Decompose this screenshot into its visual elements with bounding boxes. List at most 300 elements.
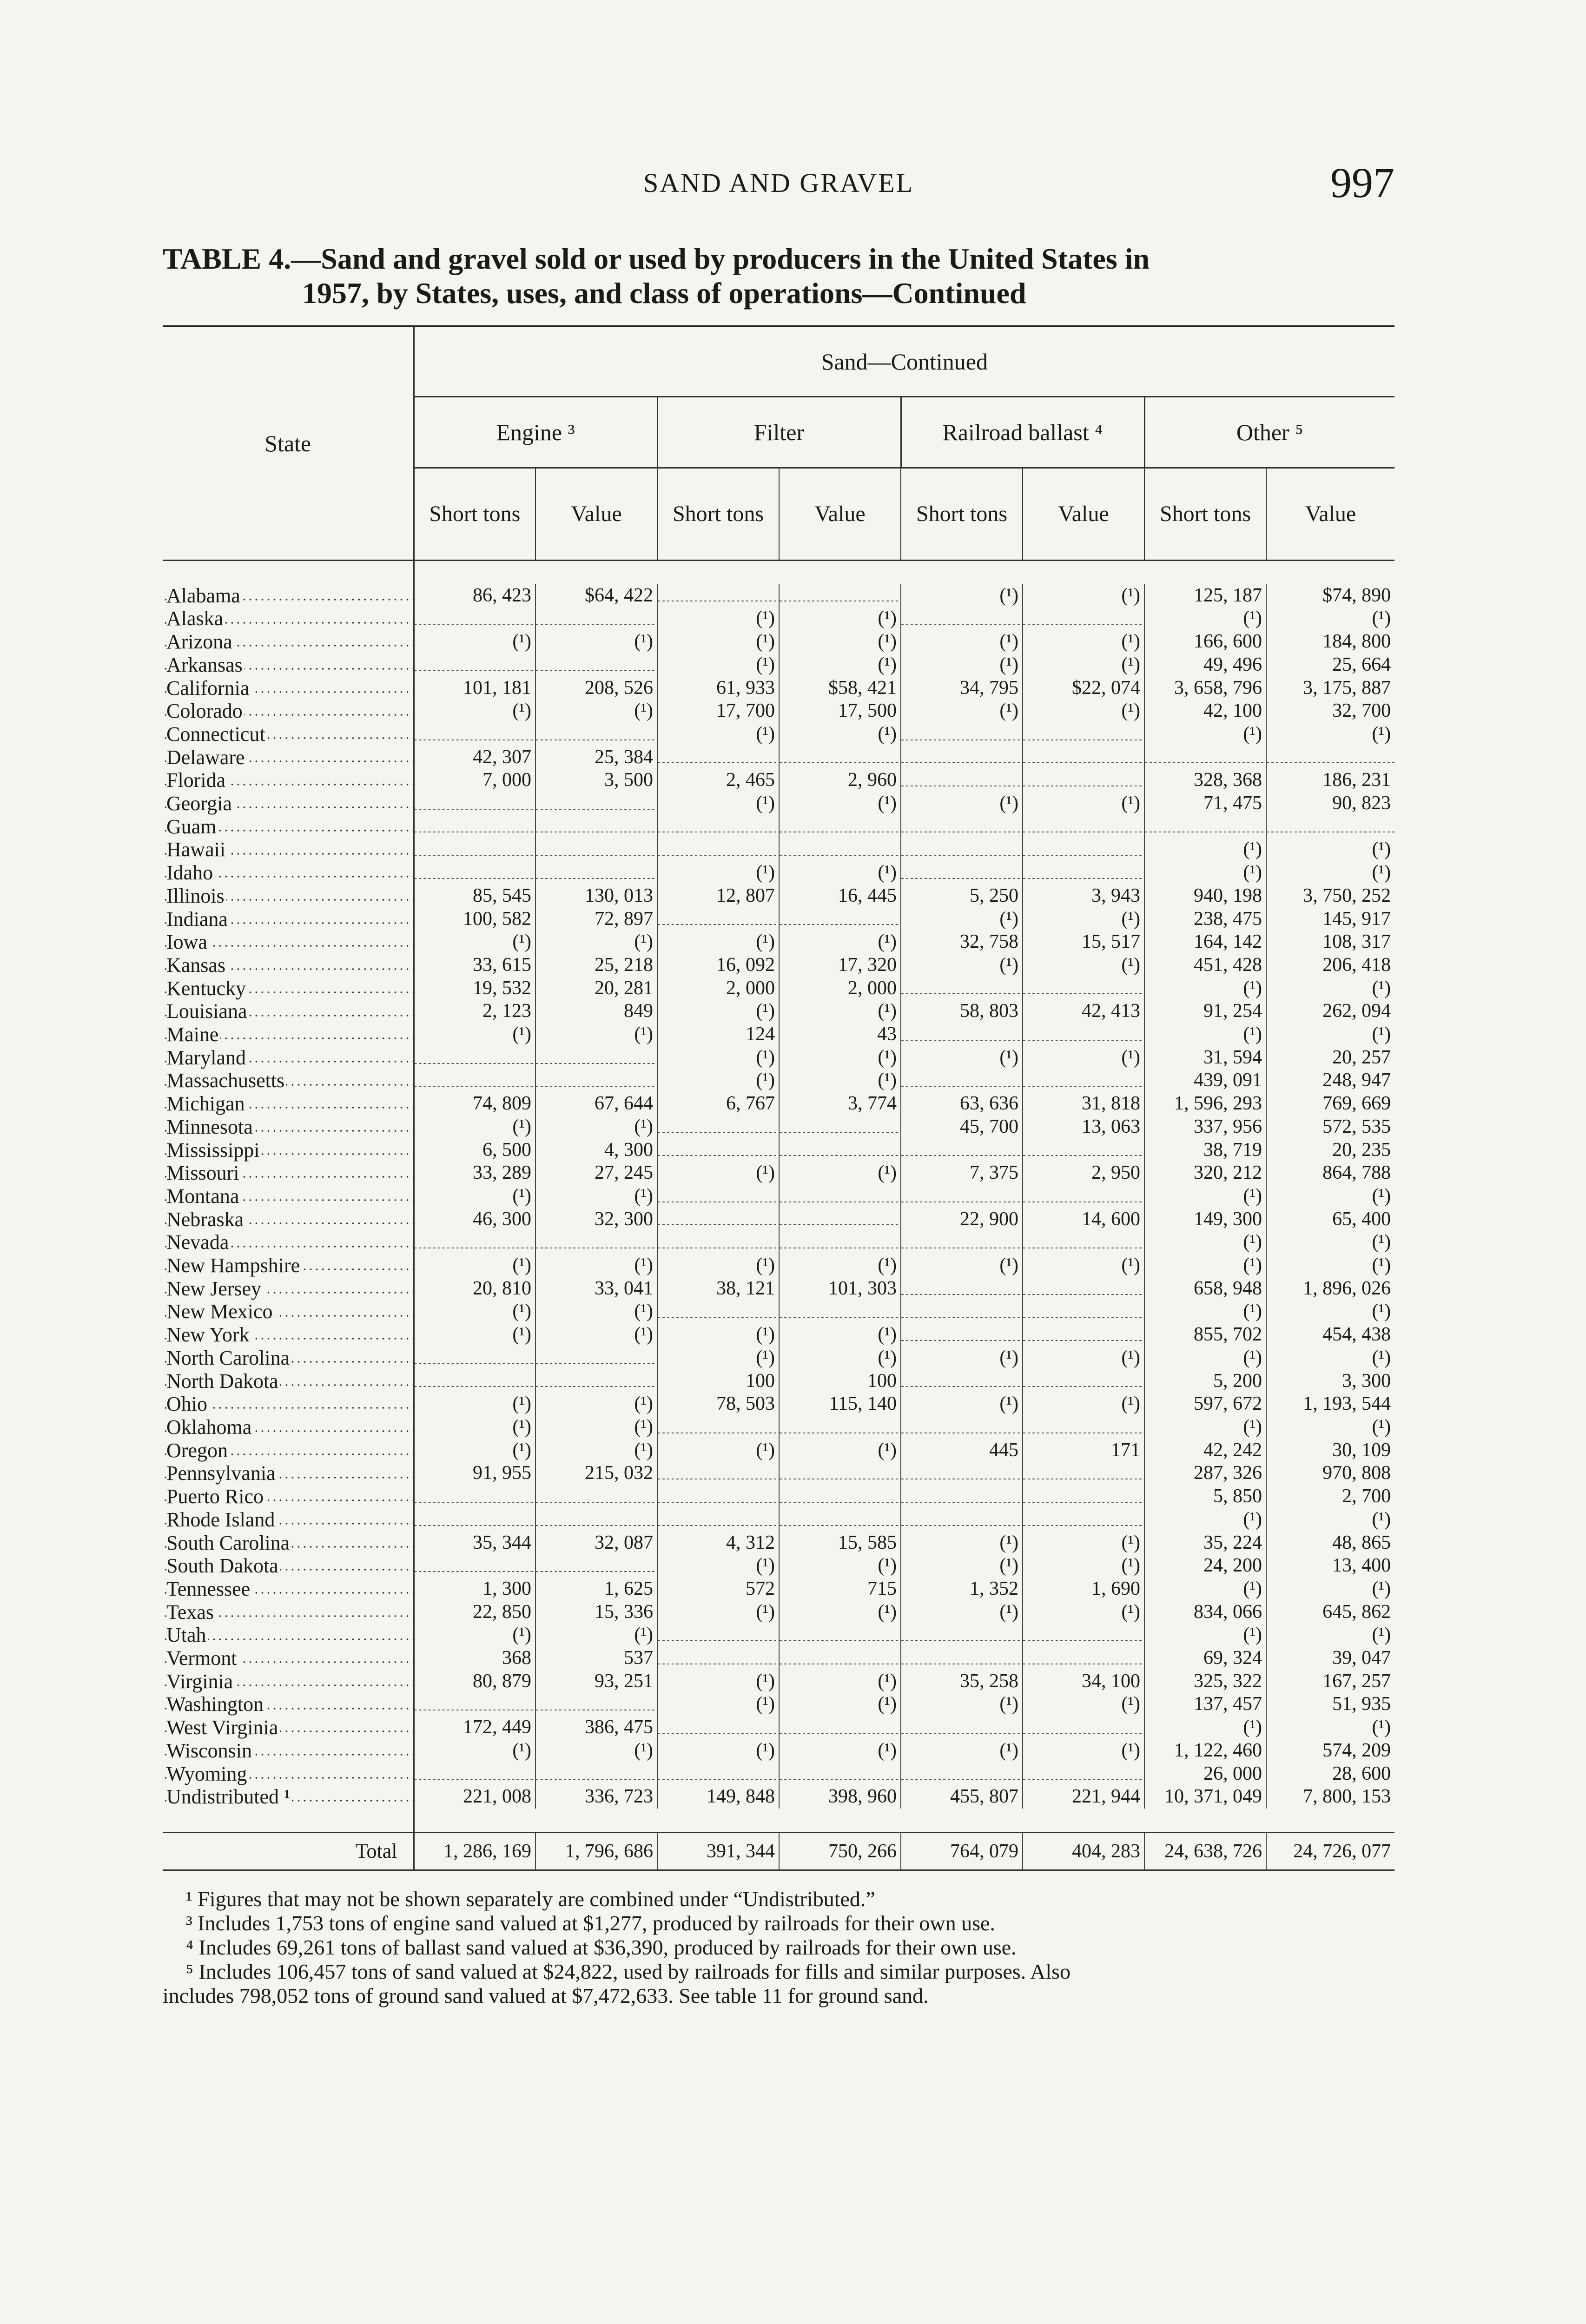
value-cell xyxy=(535,1370,657,1393)
value-cell: 3, 750, 252 xyxy=(1266,885,1394,908)
value-cell: 28, 600 xyxy=(1266,1763,1394,1786)
short-tons-cell xyxy=(414,1231,535,1254)
table-row xyxy=(163,746,1394,769)
table-row xyxy=(163,1508,1394,1532)
value-cell xyxy=(535,1485,657,1508)
short-tons-cell xyxy=(901,1508,1023,1532)
short-tons-cell: (¹) xyxy=(657,1439,779,1462)
value-cell xyxy=(779,908,901,931)
value-cell: (¹) xyxy=(535,1416,657,1439)
value-cell xyxy=(779,1139,901,1162)
short-tons-cell: (¹) xyxy=(512,631,531,653)
value-cell xyxy=(1023,861,1144,885)
table-row xyxy=(163,1532,1394,1555)
value-cell xyxy=(1023,723,1144,746)
value-cell: (¹) xyxy=(779,1323,901,1347)
short-tons-cell: 445 xyxy=(901,1439,1023,1462)
state-label: Oregon xyxy=(166,1439,230,1462)
value-cell: 32, 087 xyxy=(535,1532,657,1555)
table-row xyxy=(163,723,1394,746)
value-cell xyxy=(1023,1462,1144,1485)
table-row xyxy=(163,1277,1394,1301)
value-cell xyxy=(1023,746,1144,769)
value-cell xyxy=(1266,746,1394,769)
value-cell: (¹) xyxy=(779,1347,901,1370)
state-label: Kentucky xyxy=(166,977,248,1000)
table-row xyxy=(163,630,1394,654)
short-tons-cell: 7, 375 xyxy=(901,1162,1023,1185)
value-cell: (¹) xyxy=(1023,1532,1144,1555)
short-tons-cell: (¹) xyxy=(657,630,779,654)
short-tons-cell xyxy=(657,1208,779,1231)
table-row xyxy=(163,931,1394,954)
footnote-5-continued: includes 798,052 tons of ground sand valued at $7,472,633. See table 11 for ground sand. xyxy=(163,1984,929,2007)
short-tons-cell xyxy=(414,1485,535,1508)
state-label: Maryland xyxy=(166,1046,248,1069)
value-cell xyxy=(779,746,901,769)
short-tons-cell: 19, 532 xyxy=(473,977,531,999)
value-cell: (¹) xyxy=(779,1554,901,1578)
table-row xyxy=(163,584,1394,607)
short-tons-cell: (¹) xyxy=(657,1693,779,1716)
short-tons-cell: 46, 300 xyxy=(473,1208,531,1230)
short-tons-cell xyxy=(657,1647,779,1670)
short-tons-cell: (¹) xyxy=(1144,1023,1266,1046)
table-row xyxy=(163,885,1394,908)
value-cell: (¹) xyxy=(1023,1254,1144,1277)
short-tons-cell: 3, 658, 796 xyxy=(1144,677,1266,700)
state-name xyxy=(163,885,414,908)
state-name xyxy=(163,1508,414,1532)
short-tons-cell xyxy=(414,1046,535,1070)
state-name xyxy=(163,654,414,677)
value-cell: 208, 526 xyxy=(535,677,657,700)
table-row xyxy=(163,1763,1394,1786)
header-engine: Engine ³ xyxy=(414,397,657,468)
value-cell: 25, 664 xyxy=(1266,654,1394,677)
value-cell xyxy=(1023,607,1144,630)
value-cell: (¹) xyxy=(1023,1393,1144,1416)
table-row xyxy=(163,1069,1394,1092)
state-label: Massachusetts xyxy=(166,1069,286,1092)
state-name xyxy=(163,1277,414,1301)
table-row xyxy=(163,1578,1394,1601)
value-cell: 24, 726, 077 xyxy=(1266,1832,1394,1870)
short-tons-cell: 24, 200 xyxy=(1144,1554,1266,1578)
state-label: Nebraska xyxy=(166,1208,245,1231)
short-tons-cell: (¹) xyxy=(512,700,531,722)
table-row xyxy=(163,1300,1394,1323)
short-tons-cell: (¹) xyxy=(657,792,779,815)
state-name xyxy=(163,1000,414,1023)
value-cell xyxy=(1023,1485,1144,1508)
value-cell xyxy=(535,1347,657,1370)
header-col-short-tons: Short tons xyxy=(657,468,779,561)
short-tons-cell xyxy=(1144,746,1266,769)
short-tons-cell xyxy=(657,1185,779,1208)
table-body xyxy=(163,561,1394,1870)
value-cell: (¹) xyxy=(535,1023,657,1046)
short-tons-cell: 49, 496 xyxy=(1144,654,1266,677)
short-tons-cell: (¹) xyxy=(657,1554,779,1578)
table-row xyxy=(163,908,1394,931)
short-tons-cell: (¹) xyxy=(1144,861,1266,885)
short-tons-cell xyxy=(657,1624,779,1647)
value-cell xyxy=(1023,1023,1144,1046)
state-name xyxy=(163,1393,414,1416)
short-tons-cell: 834, 066 xyxy=(1144,1601,1266,1624)
value-cell xyxy=(1023,1069,1144,1092)
short-tons-cell: 85, 545 xyxy=(473,885,531,906)
short-tons-cell xyxy=(901,1624,1023,1647)
short-tons-cell: (¹) xyxy=(1144,1716,1266,1739)
table-row xyxy=(163,1254,1394,1277)
state-name xyxy=(163,677,414,700)
short-tons-cell: 1, 596, 293 xyxy=(1144,1092,1266,1116)
value-cell xyxy=(535,1763,657,1786)
short-tons-cell: 78, 503 xyxy=(657,1393,779,1416)
short-tons-cell: (¹) xyxy=(657,1254,779,1277)
header-state: State xyxy=(163,326,414,561)
short-tons-cell: 31, 594 xyxy=(1144,1046,1266,1070)
value-cell xyxy=(1023,838,1144,861)
value-cell xyxy=(535,792,657,815)
value-cell xyxy=(779,1763,901,1786)
short-tons-cell: (¹) xyxy=(512,1301,531,1322)
state-label: Total xyxy=(356,1840,399,1862)
short-tons-cell: 287, 326 xyxy=(1144,1462,1266,1485)
state-label: Undistributed ¹ xyxy=(166,1785,292,1808)
value-cell: (¹) xyxy=(1266,1716,1394,1739)
value-cell: (¹) xyxy=(779,931,901,954)
value-cell xyxy=(535,861,657,885)
header-col-value: Value xyxy=(535,468,657,561)
value-cell xyxy=(535,1508,657,1532)
table-row xyxy=(163,700,1394,723)
state-name xyxy=(163,1208,414,1231)
value-cell: 2, 950 xyxy=(1023,1162,1144,1185)
table-row xyxy=(163,1439,1394,1462)
state-name xyxy=(163,1092,414,1116)
table-row xyxy=(163,1231,1394,1254)
short-tons-cell xyxy=(414,1347,535,1370)
short-tons-cell xyxy=(657,1763,779,1786)
state-label: Mississippi xyxy=(166,1139,262,1162)
header-col-short-tons: Short tons xyxy=(1144,468,1266,561)
short-tons-cell: 451, 428 xyxy=(1144,954,1266,977)
value-cell: 386, 475 xyxy=(535,1716,657,1739)
value-cell: 3, 774 xyxy=(779,1092,901,1116)
short-tons-cell xyxy=(414,607,535,630)
value-cell: 25, 384 xyxy=(535,746,657,769)
short-tons-cell: 7, 000 xyxy=(482,769,531,791)
state-label: Tennessee xyxy=(166,1578,252,1600)
short-tons-cell: 137, 457 xyxy=(1144,1693,1266,1716)
value-cell: 3, 300 xyxy=(1266,1370,1394,1393)
short-tons-cell: (¹) xyxy=(512,1624,531,1646)
short-tons-cell: (¹) xyxy=(901,908,1023,931)
state-name xyxy=(163,607,414,630)
short-tons-cell: (¹) xyxy=(901,1532,1023,1555)
value-cell xyxy=(1023,1416,1144,1439)
short-tons-cell: 125, 187 xyxy=(1144,584,1266,607)
state-label: Washington xyxy=(166,1693,265,1716)
state-label: Texas xyxy=(166,1601,216,1624)
value-cell: 17, 500 xyxy=(779,700,901,723)
value-cell xyxy=(779,1231,901,1254)
total-row xyxy=(163,1832,1394,1870)
state-name xyxy=(163,700,414,723)
short-tons-cell: 1, 286, 169 xyxy=(414,1832,535,1870)
state-name xyxy=(163,1300,414,1323)
value-cell: 769, 669 xyxy=(1266,1092,1394,1116)
state-label: New Hampshire xyxy=(166,1254,302,1277)
value-cell xyxy=(779,1185,901,1208)
short-tons-cell: 38, 121 xyxy=(657,1277,779,1301)
table-row xyxy=(163,815,1394,838)
caption-line-1: TABLE 4.—Sand and gravel sold or used by producers in the United States in xyxy=(163,242,1150,275)
state-label: West Virginia xyxy=(166,1716,280,1739)
short-tons-cell: 1, 352 xyxy=(901,1578,1023,1601)
value-cell: 849 xyxy=(535,1000,657,1023)
short-tons-cell: (¹) xyxy=(901,630,1023,654)
value-cell: (¹) xyxy=(779,1000,901,1023)
table-row xyxy=(163,954,1394,977)
value-cell: (¹) xyxy=(779,723,901,746)
state-label: Hawaii xyxy=(166,838,227,861)
state-label: Guam xyxy=(166,815,218,838)
data-table xyxy=(163,325,1394,1871)
state-label: Indiana xyxy=(166,908,230,931)
value-cell xyxy=(779,1208,901,1231)
value-cell xyxy=(779,1508,901,1532)
state-label: Louisiana xyxy=(166,1000,249,1023)
short-tons-cell: 164, 142 xyxy=(1144,931,1266,954)
state-label: Maine xyxy=(166,1023,220,1046)
short-tons-cell: 5, 250 xyxy=(901,885,1023,908)
value-cell: (¹) xyxy=(779,607,901,630)
value-cell xyxy=(1023,1508,1144,1532)
page-number: 997 xyxy=(1330,159,1394,206)
short-tons-cell: (¹) xyxy=(512,931,531,953)
footnote-5: ⁵ Includes 106,457 tons of sand valued at $24,822, used by railroads for fills and similar purposes. Also xyxy=(186,1960,1071,1983)
value-cell: (¹) xyxy=(535,1439,657,1462)
state-name xyxy=(163,584,414,607)
short-tons-cell: 337, 956 xyxy=(1144,1116,1266,1139)
short-tons-cell xyxy=(901,1485,1023,1508)
value-cell xyxy=(1023,769,1144,792)
state-label: Missouri xyxy=(166,1162,241,1184)
value-cell: (¹) xyxy=(779,1254,901,1277)
state-name xyxy=(163,1162,414,1185)
short-tons-cell xyxy=(657,1231,779,1254)
table-row xyxy=(163,1347,1394,1370)
short-tons-cell xyxy=(901,1416,1023,1439)
value-cell xyxy=(535,1046,657,1070)
value-cell xyxy=(1266,815,1394,838)
value-cell: 32, 700 xyxy=(1266,700,1394,723)
short-tons-cell: 42, 242 xyxy=(1144,1439,1266,1462)
value-cell: $58, 421 xyxy=(779,677,901,700)
short-tons-cell xyxy=(901,746,1023,769)
short-tons-cell xyxy=(901,607,1023,630)
header-filter: Filter xyxy=(657,397,901,468)
state-name xyxy=(163,908,414,931)
value-cell: (¹) xyxy=(1266,607,1394,630)
short-tons-cell: 61, 933 xyxy=(657,677,779,700)
state-label: South Dakota xyxy=(166,1554,280,1577)
short-tons-cell xyxy=(901,1716,1023,1739)
value-cell: 262, 094 xyxy=(1266,1000,1394,1023)
state-name xyxy=(163,1601,414,1624)
state-label: New York xyxy=(166,1323,251,1346)
state-name xyxy=(163,769,414,792)
header-col-value: Value xyxy=(1023,468,1144,561)
short-tons-cell: (¹) xyxy=(657,607,779,630)
value-cell: (¹) xyxy=(535,1393,657,1416)
value-cell: (¹) xyxy=(779,1439,901,1462)
short-tons-cell xyxy=(657,1416,779,1439)
value-cell: 404, 283 xyxy=(1023,1832,1144,1870)
table-row xyxy=(163,1601,1394,1624)
table-row xyxy=(163,1716,1394,1739)
short-tons-cell: (¹) xyxy=(657,1601,779,1624)
state-name xyxy=(163,1624,414,1647)
table-row xyxy=(163,1647,1394,1670)
value-cell: (¹) xyxy=(779,792,901,815)
value-cell: (¹) xyxy=(779,1162,901,1185)
footnotes xyxy=(163,1887,1394,2008)
short-tons-cell xyxy=(901,1069,1023,1092)
short-tons-cell: (¹) xyxy=(1144,1416,1266,1439)
value-cell: 145, 917 xyxy=(1266,908,1394,931)
value-cell: (¹) xyxy=(1266,977,1394,1000)
short-tons-cell xyxy=(901,1300,1023,1323)
header-col-short-tons: Short tons xyxy=(901,468,1023,561)
table-caption xyxy=(163,242,1394,310)
header-col-value: Value xyxy=(779,468,901,561)
value-cell: 1, 193, 544 xyxy=(1266,1393,1394,1416)
value-cell xyxy=(1023,1716,1144,1739)
state-label: Delaware xyxy=(166,746,247,769)
state-name xyxy=(163,1647,414,1670)
short-tons-cell: 149, 300 xyxy=(1144,1208,1266,1231)
caption-line-2: 1957, by States, uses, and class of operations—Continued xyxy=(302,277,1026,310)
value-cell xyxy=(1023,1370,1144,1393)
state-label: Wyoming xyxy=(166,1763,249,1785)
value-cell xyxy=(779,1462,901,1485)
table-row xyxy=(163,1000,1394,1023)
short-tons-cell: (¹) xyxy=(1144,1254,1266,1277)
value-cell: (¹) xyxy=(1266,1254,1394,1277)
value-cell: 130, 013 xyxy=(535,885,657,908)
short-tons-cell xyxy=(657,908,779,931)
value-cell: 31, 818 xyxy=(1023,1092,1144,1116)
value-cell: (¹) xyxy=(535,931,657,954)
short-tons-cell: (¹) xyxy=(657,1670,779,1693)
footnote-4: ⁴ Includes 69,261 tons of ballast sand valued at $36,390, produced by railroads for their own use. xyxy=(186,1935,1017,1959)
short-tons-cell: 166, 600 xyxy=(1144,630,1266,654)
short-tons-cell xyxy=(657,1462,779,1485)
value-cell: (¹) xyxy=(1266,1624,1394,1647)
short-tons-cell: (¹) xyxy=(1144,1347,1266,1370)
state-label: California xyxy=(166,677,251,700)
value-cell xyxy=(1023,1185,1144,1208)
short-tons-cell: 34, 795 xyxy=(901,677,1023,700)
table-row xyxy=(163,1693,1394,1716)
value-cell: (¹) xyxy=(779,1069,901,1092)
short-tons-cell: 38, 719 xyxy=(1144,1139,1266,1162)
value-cell: 248, 947 xyxy=(1266,1069,1394,1092)
short-tons-cell: 22, 850 xyxy=(473,1601,531,1623)
value-cell: $64, 422 xyxy=(535,584,657,607)
value-cell: 30, 109 xyxy=(1266,1439,1394,1462)
value-cell: 398, 960 xyxy=(779,1785,901,1809)
table-row xyxy=(163,1370,1394,1393)
value-cell: 15, 585 xyxy=(779,1532,901,1555)
short-tons-cell: (¹) xyxy=(512,1023,531,1045)
value-cell: (¹) xyxy=(779,630,901,654)
value-cell: (¹) xyxy=(535,1624,657,1647)
state-label: Alabama xyxy=(166,584,242,607)
value-cell: 51, 935 xyxy=(1266,1693,1394,1716)
state-label: Georgia xyxy=(166,792,234,815)
short-tons-cell: 439, 091 xyxy=(1144,1069,1266,1092)
value-cell: (¹) xyxy=(535,1116,657,1139)
table-row xyxy=(163,1485,1394,1508)
state-name xyxy=(163,630,414,654)
table-row xyxy=(163,1393,1394,1416)
state-label: Illinois xyxy=(166,885,226,907)
state-label: Puerto Rico xyxy=(166,1485,265,1508)
state-name xyxy=(163,1185,414,1208)
short-tons-cell: (¹) xyxy=(901,1554,1023,1578)
value-cell: 108, 317 xyxy=(1266,931,1394,954)
header-other: Other ⁵ xyxy=(1144,397,1394,468)
value-cell: 215, 032 xyxy=(535,1462,657,1485)
state-label: Colorado xyxy=(166,700,245,722)
short-tons-cell xyxy=(657,838,779,861)
state-name xyxy=(163,1670,414,1693)
value-cell: (¹) xyxy=(535,1739,657,1763)
short-tons-cell: (¹) xyxy=(901,584,1023,607)
value-cell: (¹) xyxy=(535,1185,657,1208)
value-cell: 33, 041 xyxy=(535,1277,657,1301)
state-label: South Carolina xyxy=(166,1532,291,1554)
short-tons-cell xyxy=(1144,815,1266,838)
short-tons-cell xyxy=(657,1116,779,1139)
value-cell: (¹) xyxy=(1266,861,1394,885)
state-name xyxy=(163,1693,414,1716)
short-tons-cell xyxy=(901,1231,1023,1254)
header-railroad-ballast: Railroad ballast ⁴ xyxy=(901,397,1144,468)
value-cell xyxy=(535,1554,657,1578)
state-name xyxy=(163,1832,414,1870)
value-cell xyxy=(779,1416,901,1439)
value-cell: (¹) xyxy=(779,1046,901,1070)
value-cell xyxy=(1023,1300,1144,1323)
state-name xyxy=(163,1554,414,1578)
value-cell: 32, 300 xyxy=(535,1208,657,1231)
short-tons-cell: 69, 324 xyxy=(1144,1647,1266,1670)
value-cell: 336, 723 xyxy=(535,1785,657,1809)
header-col-short-tons: Short tons xyxy=(414,468,535,561)
value-cell: (¹) xyxy=(779,861,901,885)
value-cell: 1, 625 xyxy=(535,1578,657,1601)
short-tons-cell: (¹) xyxy=(512,1116,531,1137)
value-cell: (¹) xyxy=(1266,1508,1394,1532)
short-tons-cell: 5, 850 xyxy=(1144,1485,1266,1508)
